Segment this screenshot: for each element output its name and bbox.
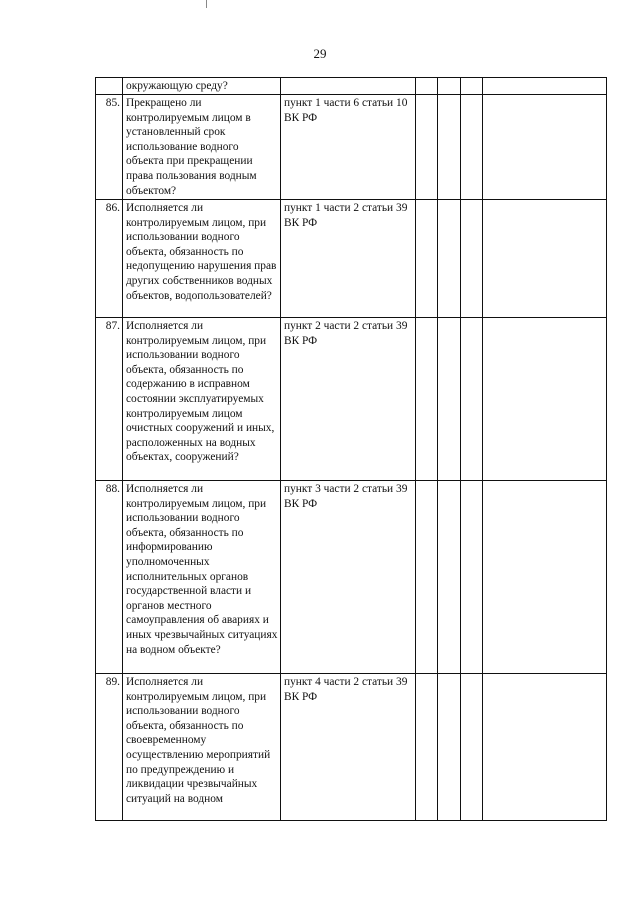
answer-no-cell xyxy=(438,200,461,318)
row-number: 85. xyxy=(96,95,123,200)
notes-cell xyxy=(483,481,607,674)
answer-no-cell xyxy=(438,95,461,200)
table-row-88 xyxy=(96,481,607,674)
row-number: 89. xyxy=(96,674,123,821)
question-text: Исполняется ли контролируемым лицом, при использовании водного объекта, обязанность по недопущению нарушения прав других собственников водных объектов, водопользователей? xyxy=(123,200,281,318)
answer-na-cell xyxy=(461,318,483,481)
answer-yes-cell xyxy=(416,674,438,821)
answer-no-cell xyxy=(438,481,461,674)
answer-yes-cell xyxy=(416,95,438,200)
table-row-85 xyxy=(96,95,607,200)
question-text: окружающую среду? xyxy=(123,78,281,95)
row-number: 86. xyxy=(96,200,123,318)
row-number xyxy=(96,78,123,95)
row-number: 88. xyxy=(96,481,123,674)
table-row-89 xyxy=(96,674,607,821)
scan-edge-mark xyxy=(206,0,207,8)
question-text: Исполняется ли контролируемым лицом, при использовании водного объекта, обязанность по своевременному осуществлению мероприятий по предупреждению и ликвидации чрезвычайных ситуаций на водном xyxy=(123,674,281,821)
question-text: Исполняется ли контролируемым лицом, при использовании водного объекта, обязанность по содержанию в исправном состоянии эксплуатируемых контролируемым лицом очистных сооружений и иных, расположенных на водных объектах, сооружений? xyxy=(123,318,281,481)
answer-yes-cell xyxy=(416,78,438,95)
notes-cell xyxy=(483,674,607,821)
question-text: Исполняется ли контролируемым лицом, при использовании водного объекта, обязанность по информированию уполномоченных исполнительных органов государственной власти и органов местного самоуправления об авариях и иных чрезвычайных ситуациях на водном объекте? xyxy=(123,481,281,674)
legal-basis: пункт 1 части 6 статьи 10 ВК РФ xyxy=(281,95,416,200)
notes-cell xyxy=(483,318,607,481)
answer-no-cell xyxy=(438,78,461,95)
legal-basis: пункт 1 части 2 статьи 39 ВК РФ xyxy=(281,200,416,318)
answer-na-cell xyxy=(461,200,483,318)
table-row-87 xyxy=(96,318,607,481)
table-row-continuation xyxy=(96,78,607,95)
question-text: Прекращено ли контролируемым лицом в установленный срок использование водного объекта при прекращении права пользования водным объектом? xyxy=(123,95,281,200)
answer-na-cell xyxy=(461,95,483,200)
answer-yes-cell xyxy=(416,318,438,481)
legal-basis: пункт 2 части 2 статьи 39 ВК РФ xyxy=(281,318,416,481)
row-number: 87. xyxy=(96,318,123,481)
notes-cell xyxy=(483,78,607,95)
answer-na-cell xyxy=(461,674,483,821)
checklist-table xyxy=(95,77,607,821)
legal-basis: пункт 3 части 2 статьи 39 ВК РФ xyxy=(281,481,416,674)
legal-basis xyxy=(281,78,416,95)
answer-yes-cell xyxy=(416,200,438,318)
legal-basis: пункт 4 части 2 статьи 39 ВК РФ xyxy=(281,674,416,821)
answer-yes-cell xyxy=(416,481,438,674)
notes-cell xyxy=(483,200,607,318)
notes-cell xyxy=(483,95,607,200)
answer-no-cell xyxy=(438,318,461,481)
answer-na-cell xyxy=(461,78,483,95)
answer-na-cell xyxy=(461,481,483,674)
answer-no-cell xyxy=(438,674,461,821)
page-number: 29 xyxy=(313,46,327,61)
table-row-86 xyxy=(96,200,607,318)
